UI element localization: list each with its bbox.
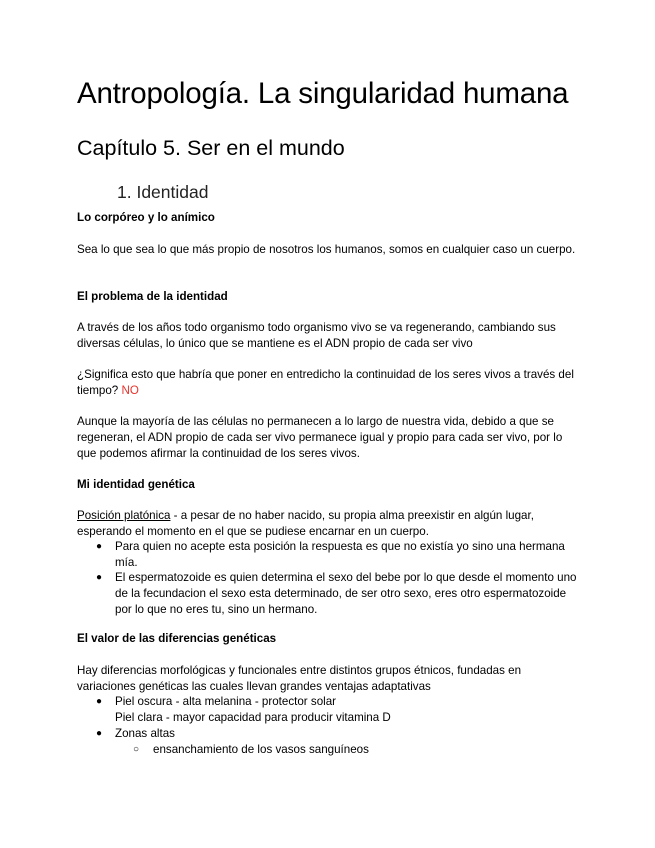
document-title: Antropología. La singularidad humana xyxy=(77,77,569,110)
bullet-dot: ● xyxy=(96,728,103,739)
paragraph-corporeo: Sea lo que sea lo que más propio de nosotros los humanos, somos en cualquier caso un cuerpo. xyxy=(77,243,576,256)
list-item: El espermatozoide es quien determina el sexo del bebe por lo que desde el momento uno de la fecundacion el sexo esta determinado, de ser otro sexo, eres otro espermatozoide por lo que no eres tu, sino un hermano. xyxy=(115,571,577,616)
subheading-diferencias-geneticas: El valor de las diferencias genéticas xyxy=(77,632,277,645)
bullet-dot: ● xyxy=(96,541,103,552)
term-posicion-platonica: Posición platónica xyxy=(77,509,171,522)
chapter-heading: Capítulo 5. Ser en el mundo xyxy=(77,136,345,160)
paragraph-question xyxy=(77,367,577,399)
subheading-problema-identidad: El problema de la identidad xyxy=(77,290,228,303)
posicion-platonica-text: - a pesar de no haber nacido, su propia alma preexistir en algún lugar, esperando el momento en el que se pudiese encarnar en un cuerpo. xyxy=(77,509,534,538)
list-item-piel-clara: Piel clara - mayor capacidad para producir vitamina D xyxy=(115,711,391,724)
bullet-dot: ● xyxy=(96,696,103,707)
paragraph-diferencias: Hay diferencias morfológicas y funcionales entre distintos grupos étnicos, fundadas en variaciones genéticas las cuales llevan grandes ventajas adaptativas xyxy=(77,664,522,693)
paragraph-continuidad: Aunque la mayoría de las células no permanecen a lo largo de nuestra vida, debido a que se regeneran, el ADN propio de cada ser vivo permanece igual y propio para cada ser vivo, por lo que podemos afirmar la continuidad de los seres vivos. xyxy=(77,415,563,460)
sublist-item-vasos: ensanchamiento de los vasos sanguíneos xyxy=(153,743,369,756)
question-text: ¿Significa esto que habría que poner en entredicho la continuidad de los seres vivos a través del tiempo? xyxy=(77,368,574,397)
subheading-identidad-genetica: Mi identidad genética xyxy=(77,478,195,491)
list-item-piel-oscura: Piel oscura - alta melanina - protector solar xyxy=(115,695,337,708)
paragraph-posicion-platonica xyxy=(77,508,577,540)
answer-no: NO xyxy=(121,384,139,397)
list-item-zonas-altas: Zonas altas xyxy=(115,727,175,740)
subbullet-circle: ○ xyxy=(133,744,140,755)
section-heading: 1. Identidad xyxy=(117,182,209,202)
list-item: Para quien no acepte esta posición la respuesta es que no existía yo sino una hermana mía. xyxy=(115,540,565,569)
subheading-corporeo: Lo corpóreo y lo anímico xyxy=(77,211,215,224)
paragraph-regeneracion: A través de los años todo organismo todo organismo vivo se va regenerando, cambiando sus diversas células, lo único que se mantiene es el ADN propio de cada ser vivo xyxy=(77,321,556,350)
bullet-dot: ● xyxy=(96,572,103,583)
